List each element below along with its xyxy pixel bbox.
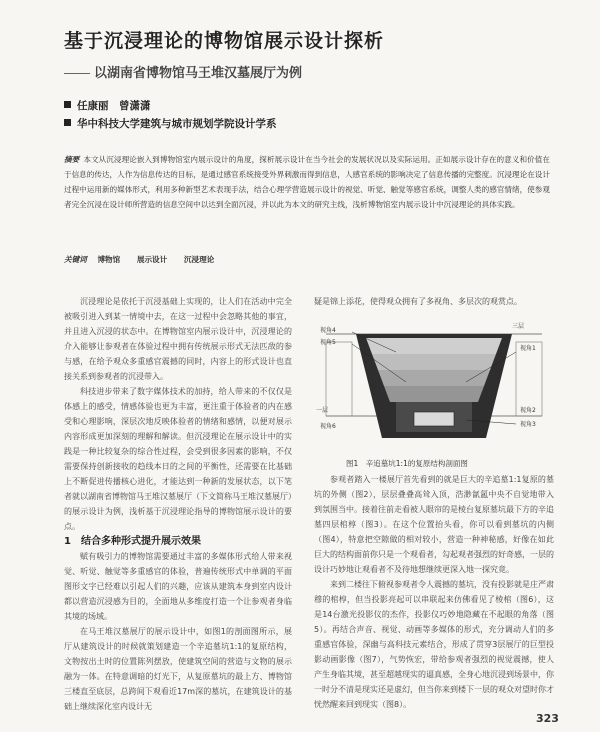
affiliation: 华中科技大学建筑与城市规划学院设计学系: [77, 118, 277, 130]
label-view1: 视角1: [520, 345, 536, 352]
label-view2: 视角2: [520, 407, 536, 414]
pit-step: [366, 338, 502, 354]
page-number: 323: [536, 712, 559, 725]
article-title: 基于沉浸理论的博物馆展示设计探析: [64, 30, 385, 52]
paragraph: 赋有吸引力的博物馆需要通过丰富的多媒体形式给人带来视觉、听觉、触觉等多重感官的体验，普遍传统形式中单调的平面图形文字已经难以引起人们的兴趣，应该从建筑本身到室内设计都以营造沉浸感为目的，全面地从多维度打造一个让参观者身临其境的场域。: [64, 552, 292, 621]
section-heading: 1 结合多种形式提升展示效果: [64, 536, 201, 547]
paragraph: 在马王堆汉墓展厅的展示设计中，如图1的剖面图所示，展厅从建筑设计的时候就策划建造一个辛追墓坑1:1的复原结构，文物按出土时的位置陈列摆放，使建筑空间的营造与文物的展示融为一体。在特意调暗的灯光下，从复原墓坑的最上方、博物馆三楼直至底层，总跨间下观看近17m深的墓坑，在建筑设计的基础上继续深化室内设计无: [64, 627, 292, 711]
tomb-section-figure: [316, 312, 552, 452]
abstract-text: 本文从沉浸理论嵌入到博物馆室内展示设计的角度，探析展示设计在当今社会的发展状况以及实际运用。正如展示设计存在的意义和价值在于信息的传达，人作为信息传达的目标，是通过感官系统接受外界刺激而得到信息，人感官系统的影响决定了信息传播的完整度。沉浸理论在设计过程中运用新的媒体形式，利用多种新型艺术表现手法，结合心理学营造展示设计的视觉、听觉、触觉等感官系统，调整人类的感官情绪，使参观者完全沉浸在设计师所营造的信息空间中以达到全面沉浸，并以此为本文的研究主线，浅析博物馆室内展示设计中沉浸理论的具体实践。: [64, 155, 551, 209]
label-floor-one: 一层: [316, 407, 329, 414]
abstract: [64, 152, 550, 212]
label-view4: 视角4: [320, 327, 336, 334]
article-subtitle: [64, 62, 302, 81]
label-view3: 视角3: [520, 421, 536, 428]
keyword: 展示设计: [136, 255, 168, 264]
author-line: [64, 98, 151, 113]
paragraph: 沉浸理论是依托于沉浸基础上实现的，让人们在活动中完全被吸引进入到某一情境中去，在这一过程中会忽略其他的事宜，并且进入沉浸的状态中。在博物馆室内展示设计中，沉浸理论的介入能够让参观者在体验过程中拥有传统展示形式无法匹敌的参与感，在给予观众多重感官震撼的同时，内容上的形式设计也直接关系到参观者的沉浸带入。: [64, 297, 292, 381]
right-column-top: 疑是锦上添花，使得观众拥有了多视角、多层次的观赏点。: [314, 297, 522, 306]
coffin: [414, 412, 454, 426]
figure-caption: 图1 辛追墓坑1:1的复原结构剖面图: [346, 459, 468, 468]
paragraph: 科技进步带来了数字媒体技术的加持，给人带来的不仅仅是体感上的感受，情感体验也更为丰富，更注重于体验者的内在感受和心理影响，深层次地反映体验者的情绪和感情，以便对展示内容形成更加深刻的理解和解读。但沉浸理论在展示设计中的实践是一种比较复杂的综合性过程，会受到很多因素的影响，不仅需要保持创新接收的趋线本日的之间的平衡性，还需要在比基础上不断促进传播核心进化，才能达到一种新的发展状态，以下笔者就以湖南省博物馆马王堆汉墓展厅（下文简称马王堆汉墓展厅）的展示设计为例，浅析基于沉浸理论指导的博物馆展示设计的要点。: [64, 387, 292, 531]
keyword: 博物馆: [97, 255, 121, 264]
paragraph: 参观者踏入一楼展厅首先看到的就是巨大的辛追墓1:1复原的墓坑的外侧（图2），层层叠叠高耸入顶，浩渺氤氲中央不自觉地带入到氛围当中。接着往前走看被人眼帘的是棱台复原墓坑最下方的辛追墓四层棺椁（图3）。在这个位置抬头看，你可以看到墓坑的内侧（图4），特意把空隙做的相对较小，营造一种神秘感，好像在如此巨大的结构面前你只是一个观看者，勾起观者强烈的好奇感，一层的设计巧妙地让观看者不及待地想继续更深入地一探究竟。: [314, 475, 554, 574]
pit-step: [384, 386, 484, 402]
left-column: [64, 294, 292, 714]
bullet-square-icon: [64, 101, 71, 108]
keywords: [64, 254, 228, 265]
label-top-floor: 三层: [512, 323, 525, 330]
label-view5: 视角5: [320, 339, 336, 346]
label-view6: 视角6: [320, 423, 336, 430]
pit-step: [372, 354, 496, 370]
subtitle-dash: [64, 73, 90, 74]
subtitle-text: 以湖南省博物馆马王堆汉墓展厅为例: [94, 66, 303, 81]
pit-step: [378, 370, 490, 386]
bullet-square-icon: [64, 119, 71, 126]
affiliation-line: [64, 116, 277, 131]
abstract-label: 摘要: [64, 155, 80, 164]
keywords-label: 关键词: [64, 255, 87, 264]
right-column: [314, 472, 554, 712]
keyword: 沉浸理论: [183, 255, 215, 264]
authors: 任康丽 曾潇潇: [77, 100, 151, 112]
paragraph: 来到二楼往下俯视参观者令人震撼的墓坑，没有投影就是庄严肃穆的棺椁，但当投影亮起可以串联起来仿佛看见了棱棺（图6），这是14台激光投影仪的杰作，投影仪巧妙地隐藏在不起眼的角落（图5）。再结合声音、视觉、动画等多媒体的形式，充分调动人们的多重感官体验，深幽与高科技元素结合，形成了贯穿3层展厅的巨型投影动画影像（图7），气势恢宏，带给参观者强烈的视觉震撼，使人产生身临其境，甚至超越现实的逼真感，全身心地沉浸到场景中，你一时分不清是现实还是虚幻，但当你来到楼下一层的观众对望时你才恍然醒来回到现实（图8）。: [314, 580, 554, 709]
